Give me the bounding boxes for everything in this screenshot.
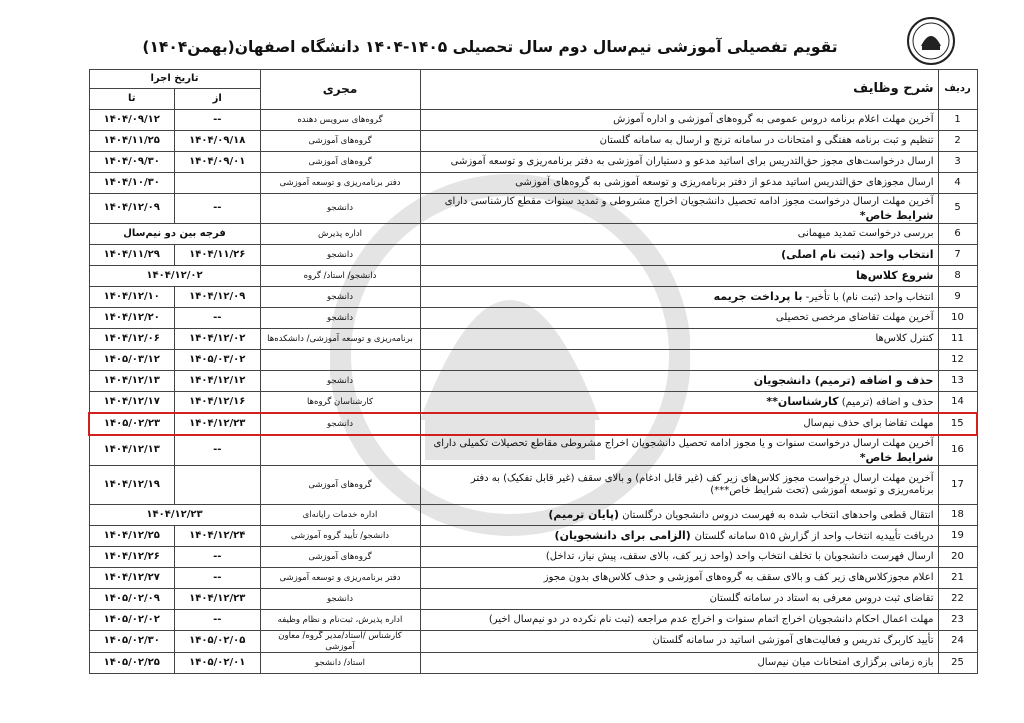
table-row bbox=[89, 245, 977, 266]
row-description bbox=[420, 173, 938, 194]
row-index: 19 bbox=[938, 526, 977, 547]
row-index: 6 bbox=[938, 224, 977, 245]
table-row bbox=[89, 194, 977, 224]
row-date-to: ۱۴۰۴/۱۲/۲۰ bbox=[89, 308, 175, 329]
col-header-to: تا bbox=[89, 89, 175, 110]
row-description bbox=[420, 287, 938, 308]
table-row bbox=[89, 308, 977, 329]
table-row bbox=[89, 466, 977, 505]
row-executor: دانشجو bbox=[260, 308, 420, 329]
row-description bbox=[420, 435, 938, 466]
description-text: کنترل کلاس‌ها bbox=[875, 332, 934, 344]
row-executor: دانشجو bbox=[260, 287, 420, 308]
row-executor: گروه‌های سرویس دهنده bbox=[260, 110, 420, 131]
row-executor: گروه‌های آموزشی bbox=[260, 152, 420, 173]
row-date-to: ۱۴۰۴/۱۲/۲۷ bbox=[89, 568, 175, 589]
row-date-from: -- bbox=[175, 547, 261, 568]
description-text: بررسی درخواست تمدید میهمانی bbox=[797, 227, 934, 239]
row-date-from bbox=[175, 173, 261, 194]
schedule-body bbox=[89, 110, 977, 674]
table-row bbox=[89, 173, 977, 194]
university-logo bbox=[906, 16, 956, 66]
row-date-to: ۱۴۰۴/۱۲/۰۹ bbox=[89, 194, 175, 224]
row-date-to: ۱۴۰۵/۰۲/۰۲ bbox=[89, 610, 175, 631]
row-executor: دانشجو bbox=[260, 589, 420, 610]
row-executor: دفتر برنامه‌ریزی و توسعه آموزشی bbox=[260, 568, 420, 589]
row-description bbox=[420, 547, 938, 568]
col-header-from: از bbox=[175, 89, 261, 110]
row-executor: دانشجو/ تأیید گروه آموزشی bbox=[260, 526, 420, 547]
row-date-to: ۱۴۰۴/۱۲/۱۷ bbox=[89, 392, 175, 414]
row-index: 16 bbox=[938, 435, 977, 466]
row-date-to: ۱۴۰۴/۱۲/۱۳ bbox=[89, 435, 175, 466]
row-date-from: ۱۴۰۵/۰۲/۰۱ bbox=[175, 653, 261, 674]
table-row bbox=[89, 505, 977, 526]
row-date-from: -- bbox=[175, 610, 261, 631]
table-row bbox=[89, 526, 977, 547]
table-row bbox=[89, 224, 977, 245]
row-index: 11 bbox=[938, 329, 977, 350]
row-date-from: ۱۴۰۴/۱۲/۲۳ bbox=[175, 413, 261, 435]
row-description bbox=[420, 589, 938, 610]
row-date-merged: ۱۴۰۴/۱۲/۰۲ bbox=[89, 266, 260, 287]
description-text: آخرین مهلت ارسال درخواست مجوز ادامه تحصیل دانشجویان اخراج مشروطی و تمدید سنوات مقطع کارشناسی دارای bbox=[444, 196, 934, 207]
row-date-to: ۱۴۰۴/۱۲/۱۳ bbox=[89, 371, 175, 392]
row-date-to: ۱۴۰۴/۱۲/۲۵ bbox=[89, 526, 175, 547]
row-executor: اداره پذیرش bbox=[260, 224, 420, 245]
row-executor: استاد/ دانشجو bbox=[260, 653, 420, 674]
description-emphasis: کارشناسان** bbox=[766, 394, 839, 408]
row-date-from: ۱۴۰۴/۰۹/۰۱ bbox=[175, 152, 261, 173]
table-row bbox=[89, 350, 977, 371]
row-description bbox=[420, 610, 938, 631]
description-text: آخرین مهلت ارسال درخواست سنوات و یا مجوز ادامه تحصیل دانشجویان اخراج مشروطی مقاطع تحصیلات تکمیلی دارای bbox=[433, 438, 934, 449]
row-date-from: -- bbox=[175, 435, 261, 466]
row-index: 18 bbox=[938, 505, 977, 526]
description-text: تنظیم و ثبت برنامه هفتگی و امتحانات در سامانه ترنج و ارسال به سامانه گلستان bbox=[599, 134, 934, 146]
row-index: 10 bbox=[938, 308, 977, 329]
row-index: 12 bbox=[938, 350, 977, 371]
table-row bbox=[89, 413, 977, 435]
schedule-table bbox=[88, 69, 978, 674]
description-text: آخرین مهلت تقاضای مرخصی تحصیلی bbox=[775, 311, 934, 323]
col-header-exec: مجری bbox=[260, 70, 420, 110]
row-description bbox=[420, 329, 938, 350]
row-date-from: ۱۴۰۵/۰۲/۰۵ bbox=[175, 631, 261, 653]
table-row bbox=[89, 435, 977, 466]
table-row bbox=[89, 152, 977, 173]
row-date-from: -- bbox=[175, 308, 261, 329]
row-index: 1 bbox=[938, 110, 977, 131]
row-date-to: ۱۴۰۵/۰۲/۳۰ bbox=[89, 631, 175, 653]
table-row bbox=[89, 329, 977, 350]
row-description bbox=[420, 526, 938, 547]
row-date-from: ۱۴۰۴/۱۲/۲۴ bbox=[175, 526, 261, 547]
description-text: ارسال درخواست‌های مجوز حق‌التدریس برای اساتید مدعو و دستیاران آموزشی به دفتر برنامه‌ریزی و توسعه آموزشی bbox=[450, 155, 934, 167]
row-date-to: ۱۴۰۴/۰۹/۱۲ bbox=[89, 110, 175, 131]
row-index: 5 bbox=[938, 194, 977, 224]
table-row bbox=[89, 110, 977, 131]
row-executor: گروه‌های آموزشی bbox=[260, 131, 420, 152]
row-description bbox=[420, 152, 938, 173]
row-index: 9 bbox=[938, 287, 977, 308]
row-description bbox=[420, 110, 938, 131]
row-date-from: ۱۴۰۵/۰۳/۰۲ bbox=[175, 350, 261, 371]
row-index: 23 bbox=[938, 610, 977, 631]
row-index: 4 bbox=[938, 173, 977, 194]
row-date-to: ۱۴۰۵/۰۲/۰۹ bbox=[89, 589, 175, 610]
description-text: اعلام مجوزکلاس‌های زیر کف و بالای سقف به گروه‌های آموزشی و حذف کلاس‌های بدون مجوز bbox=[543, 571, 934, 583]
row-date-from: ۱۴۰۴/۱۲/۲۳ bbox=[175, 589, 261, 610]
row-date-from: -- bbox=[175, 568, 261, 589]
row-date-from: ۱۴۰۴/۱۱/۲۶ bbox=[175, 245, 261, 266]
table-row bbox=[89, 392, 977, 414]
row-description bbox=[420, 224, 938, 245]
row-date-to: ۱۴۰۵/۰۲/۲۳ bbox=[89, 413, 175, 435]
description-text: انتخاب واحد (ثبت نام اصلی) bbox=[781, 248, 934, 262]
row-date-from bbox=[175, 466, 261, 505]
row-executor: برنامه‌ریزی و توسعه آموزشی/ دانشکده‌ها bbox=[260, 329, 420, 350]
description-text: آخرین مهلت ارسال درخواست مجوز کلاس‌های زیر کف (غیر قابل ادغام) و بالای سقف (غیر قابل تفکیک) به دفتر برنامه‌ریزی و توسعه آموزشی (تحت شرایط خاص***) bbox=[470, 472, 934, 496]
row-description bbox=[420, 371, 938, 392]
row-executor: دفتر برنامه‌ریزی و توسعه آموزشی bbox=[260, 173, 420, 194]
row-executor bbox=[260, 435, 420, 466]
description-text: بازه زمانی برگزاری امتحانات میان نیم‌سال bbox=[757, 657, 934, 668]
table-row bbox=[89, 631, 977, 653]
row-executor bbox=[260, 350, 420, 371]
row-date-from: ۱۴۰۴/۱۲/۱۶ bbox=[175, 392, 261, 414]
row-description bbox=[420, 194, 938, 224]
row-index: 14 bbox=[938, 392, 977, 414]
row-executor: گروه‌های آموزشی bbox=[260, 466, 420, 505]
row-index: 24 bbox=[938, 631, 977, 653]
description-text: تأیید کاربرگ تدریس و فعالیت‌های آموزشی اساتید در سامانه گلستان bbox=[652, 635, 934, 647]
description-text: انتخاب واحد (ثبت نام) با تأخیر- bbox=[802, 291, 934, 303]
row-date-to: ۱۴۰۴/۱۱/۲۹ bbox=[89, 245, 175, 266]
row-date-merged: فرجه بین دو نیم‌سال bbox=[89, 224, 260, 245]
row-index: 25 bbox=[938, 653, 977, 674]
row-executor: دانشجو bbox=[260, 371, 420, 392]
row-date-to: ۱۴۰۴/۰۹/۳۰ bbox=[89, 152, 175, 173]
table-row bbox=[89, 589, 977, 610]
description-emphasis: شرایط خاص* bbox=[859, 208, 934, 222]
row-description bbox=[420, 568, 938, 589]
row-date-from: ۱۴۰۴/۱۲/۰۹ bbox=[175, 287, 261, 308]
description-text: انتقال قطعی واحدهای انتخاب شده به فهرست دروس دانشجویان درگلستان bbox=[619, 509, 934, 521]
row-executor: دانشجو bbox=[260, 245, 420, 266]
col-header-desc: شرح وظایف bbox=[420, 70, 938, 110]
row-description bbox=[420, 131, 938, 152]
row-executor: دانشجو bbox=[260, 194, 420, 224]
row-index: 20 bbox=[938, 547, 977, 568]
row-date-from: -- bbox=[175, 110, 261, 131]
row-executor: اداره خدمات رایانه‌ای bbox=[260, 505, 420, 526]
description-text: مهلت تقاضا برای حذف نیم‌سال bbox=[803, 417, 934, 429]
row-date-to: ۱۴۰۴/۱۲/۲۶ bbox=[89, 547, 175, 568]
description-text: دریافت تأییدیه انتخاب واحد از گزارش ۵۱۵ سامانه گلستان bbox=[694, 530, 934, 542]
row-index: 15 bbox=[938, 413, 977, 435]
row-description bbox=[420, 266, 938, 287]
col-header-dates: تاریخ اجرا bbox=[89, 70, 260, 89]
row-description bbox=[420, 413, 938, 435]
table-row bbox=[89, 266, 977, 287]
row-date-to: ۱۴۰۵/۰۲/۲۵ bbox=[89, 653, 175, 674]
description-emphasis: (الزامی برای دانشجویان) bbox=[554, 528, 695, 542]
table-row bbox=[89, 131, 977, 152]
row-description bbox=[420, 653, 938, 674]
row-description bbox=[420, 245, 938, 266]
row-executor: دانشجو/ استاد/ گروه bbox=[260, 266, 420, 287]
col-header-idx: ردیف bbox=[938, 70, 977, 110]
row-date-to: ۱۴۰۴/۱۱/۲۵ bbox=[89, 131, 175, 152]
row-index: 7 bbox=[938, 245, 977, 266]
description-text: آخرین مهلت اعلام برنامه دروس عمومی به گروه‌های آموزشی و اداره آموزش bbox=[613, 113, 934, 125]
row-date-from: ۱۴۰۴/۰۹/۱۸ bbox=[175, 131, 261, 152]
row-date-to: ۱۴۰۴/۱۲/۱۹ bbox=[89, 466, 175, 505]
row-description bbox=[420, 350, 938, 371]
description-text: حذف و اضافه (ترمیم) bbox=[838, 396, 934, 408]
description-text: تقاضای ثبت دروس معرفی به استاد در سامانه گلستان bbox=[709, 592, 934, 604]
table-row bbox=[89, 653, 977, 674]
description-text: حذف و اضافه (ترمیم) دانشجویان bbox=[753, 374, 934, 388]
table-row bbox=[89, 610, 977, 631]
row-date-to: ۱۴۰۴/۱۲/۰۶ bbox=[89, 329, 175, 350]
row-description bbox=[420, 308, 938, 329]
row-executor: گروه‌های آموزشی bbox=[260, 547, 420, 568]
description-emphasis: شرایط خاص* bbox=[859, 450, 934, 464]
row-index: 21 bbox=[938, 568, 977, 589]
row-description bbox=[420, 631, 938, 653]
table-row bbox=[89, 547, 977, 568]
row-index: 22 bbox=[938, 589, 977, 610]
row-description bbox=[420, 466, 938, 505]
row-date-merged: ۱۴۰۴/۱۲/۲۳ bbox=[89, 505, 260, 526]
row-executor: کارشناسان گروه‌ها bbox=[260, 392, 420, 414]
row-index: 8 bbox=[938, 266, 977, 287]
row-date-from: ۱۴۰۴/۱۲/۱۲ bbox=[175, 371, 261, 392]
description-text: شروع کلاس‌ها bbox=[855, 269, 934, 283]
row-index: 17 bbox=[938, 466, 977, 505]
row-index: 13 bbox=[938, 371, 977, 392]
row-date-to: ۱۴۰۴/۱۲/۱۰ bbox=[89, 287, 175, 308]
description-emphasis: (پایان ترمیم) bbox=[548, 507, 620, 521]
table-row bbox=[89, 371, 977, 392]
row-executor: دانشجو bbox=[260, 413, 420, 435]
row-date-to: ۱۴۰۴/۱۰/۳۰ bbox=[89, 173, 175, 194]
row-executor: اداره پذیرش، ثبت‌نام و نظام وظیفه bbox=[260, 610, 420, 631]
description-text: ارسال فهرست دانشجویان با تخلف انتخاب واحد (واحد زیر کف، بالای سقف، پیش نیاز، تداخل) bbox=[545, 550, 934, 562]
description-text: ارسال مجوزهای حق‌التدریس اساتید مدعو از دفتر برنامه‌ریزی و توسعه آموزشی به گروه‌های آموزشی bbox=[515, 176, 934, 188]
description-emphasis: با پرداخت جریمه bbox=[713, 289, 803, 303]
row-date-from: ۱۴۰۴/۱۲/۰۲ bbox=[175, 329, 261, 350]
row-description bbox=[420, 505, 938, 526]
row-index: 3 bbox=[938, 152, 977, 173]
table-row bbox=[89, 568, 977, 589]
table-row bbox=[89, 287, 977, 308]
row-date-from: -- bbox=[175, 194, 261, 224]
page-title: تقویم تفصیلی آموزشی نیم‌سال دوم سال تحصیلی ۱۴۰۵-۱۴۰۴ دانشگاه اصفهان(بهمن۱۴۰۴) bbox=[142, 38, 838, 56]
row-executor: کارشناس /استاد/مدیر گروه/ معاون آموزشی bbox=[260, 631, 420, 653]
row-description bbox=[420, 392, 938, 414]
description-text: مهلت اعمال احکام دانشجویان اخراج اتمام سنوات و اخراج عدم مراجعه (ثبت نام نکرده در دو نیم‌سال اخیر) bbox=[488, 613, 934, 625]
row-date-to: ۱۴۰۵/۰۳/۱۲ bbox=[89, 350, 175, 371]
page-header bbox=[0, 0, 1024, 70]
row-index: 2 bbox=[938, 131, 977, 152]
